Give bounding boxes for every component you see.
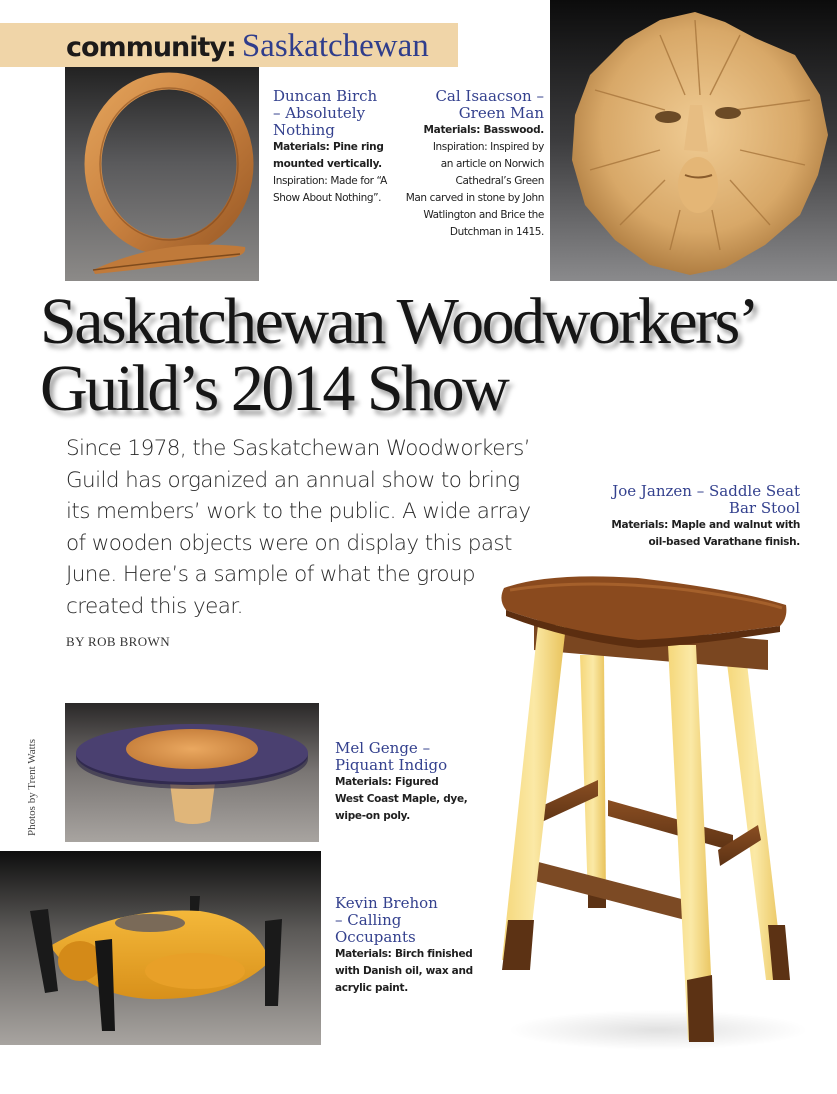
photo-green-man [550, 0, 837, 281]
caption-inspiration [405, 139, 544, 241]
caption-inspiration-line: Man carved in stone by John [405, 192, 544, 204]
headline-line: Saskatchewan Woodworkers’ [40, 285, 758, 358]
intro-line: Since 1978, the Saskatchewan Woodworkers’ [66, 436, 530, 461]
intro-paragraph [66, 433, 556, 622]
caption-title-line: Cal Isaacson – [435, 87, 544, 105]
caption-absolutely-nothing [273, 88, 398, 207]
photo-absolutely-nothing [65, 67, 259, 281]
caption-title-line: – Absolutely [273, 104, 366, 122]
caption-materials [335, 946, 485, 997]
section-kicker: community: [66, 32, 236, 63]
photo-credit: Photos by Trent Watts [26, 738, 38, 836]
photo-saddle-seat-bar-stool [488, 560, 808, 1050]
caption-title-line: Occupants [335, 928, 416, 946]
caption-materials-line: West Coast Maple, dye, [335, 793, 468, 805]
caption-title-line: Bar Stool [728, 499, 800, 517]
caption-title [596, 483, 800, 517]
caption-materials-line: Materials: Figured [335, 776, 439, 788]
caption-inspiration-line: Cathedral’s Green [455, 175, 544, 187]
caption-title [335, 740, 480, 774]
caption-materials [596, 517, 800, 551]
photo-piquant-indigo [65, 703, 319, 842]
section-header [66, 24, 429, 68]
caption-materials-line: with Danish oil, wax and [335, 965, 473, 977]
section-region: Saskatchewan [241, 28, 429, 64]
caption-inspiration-line: an article on Norwich [440, 158, 544, 170]
caption-inspiration-line: Inspiration: Made for “A [273, 175, 387, 187]
caption-title-line: Nothing [273, 121, 335, 139]
caption-materials-line: Materials: Birch finished [335, 948, 473, 960]
photo-calling-occupants [0, 851, 321, 1045]
byline: BY ROB BROWN [66, 634, 170, 649]
intro-line: June. Here’s a sample of what the group [66, 562, 475, 587]
caption-materials-line: acrylic paint. [335, 982, 408, 994]
intro-line: of wooden objects were on display this past [66, 530, 512, 556]
caption-materials [273, 139, 398, 173]
article-headline [40, 285, 830, 425]
caption-materials-line: wipe-on poly. [335, 810, 410, 822]
caption-title-line: Kevin Brehon [335, 894, 438, 912]
caption-materials [405, 122, 544, 139]
intro-line: created this year. [66, 593, 243, 619]
caption-inspiration [273, 173, 398, 207]
caption-bar-stool [596, 483, 800, 551]
caption-inspiration-line: Watlington and Brice the [423, 209, 544, 221]
intro-line: Guild has organized an annual show to bring [66, 467, 520, 493]
caption-title-line: Green Man [458, 104, 544, 122]
caption-inspiration-line: Show About Nothing”. [273, 192, 382, 204]
caption-green-man [405, 88, 544, 241]
caption-title-line: Mel Genge – [335, 739, 431, 757]
caption-inspiration-line: Dutchman in 1415. [449, 226, 544, 238]
intro-line: its members’ work to the public. A wide array [66, 499, 531, 524]
caption-title-line: Joe Janzen – Saddle Seat [612, 482, 800, 500]
caption-title [405, 88, 544, 122]
headline-line: Guild’s 2014 Show [40, 352, 508, 425]
caption-piquant-indigo [335, 740, 480, 825]
caption-materials [335, 774, 480, 825]
caption-title-line: Duncan Birch [273, 87, 378, 105]
caption-calling-occupants [335, 895, 485, 997]
caption-title [273, 88, 398, 139]
caption-materials-line: Materials: Maple and walnut with [611, 519, 800, 531]
caption-materials-line: Materials: Pine ring [273, 141, 384, 153]
caption-inspiration-line: Inspiration: Inspired by [432, 141, 544, 153]
caption-title-line: – Calling [335, 911, 402, 929]
caption-materials-line: oil-based Varathane finish. [648, 536, 800, 548]
caption-materials-line: Materials: Basswood. [423, 124, 544, 136]
caption-title [335, 895, 485, 946]
caption-materials-line: mounted vertically. [273, 158, 382, 170]
caption-title-line: Piquant Indigo [335, 756, 448, 774]
